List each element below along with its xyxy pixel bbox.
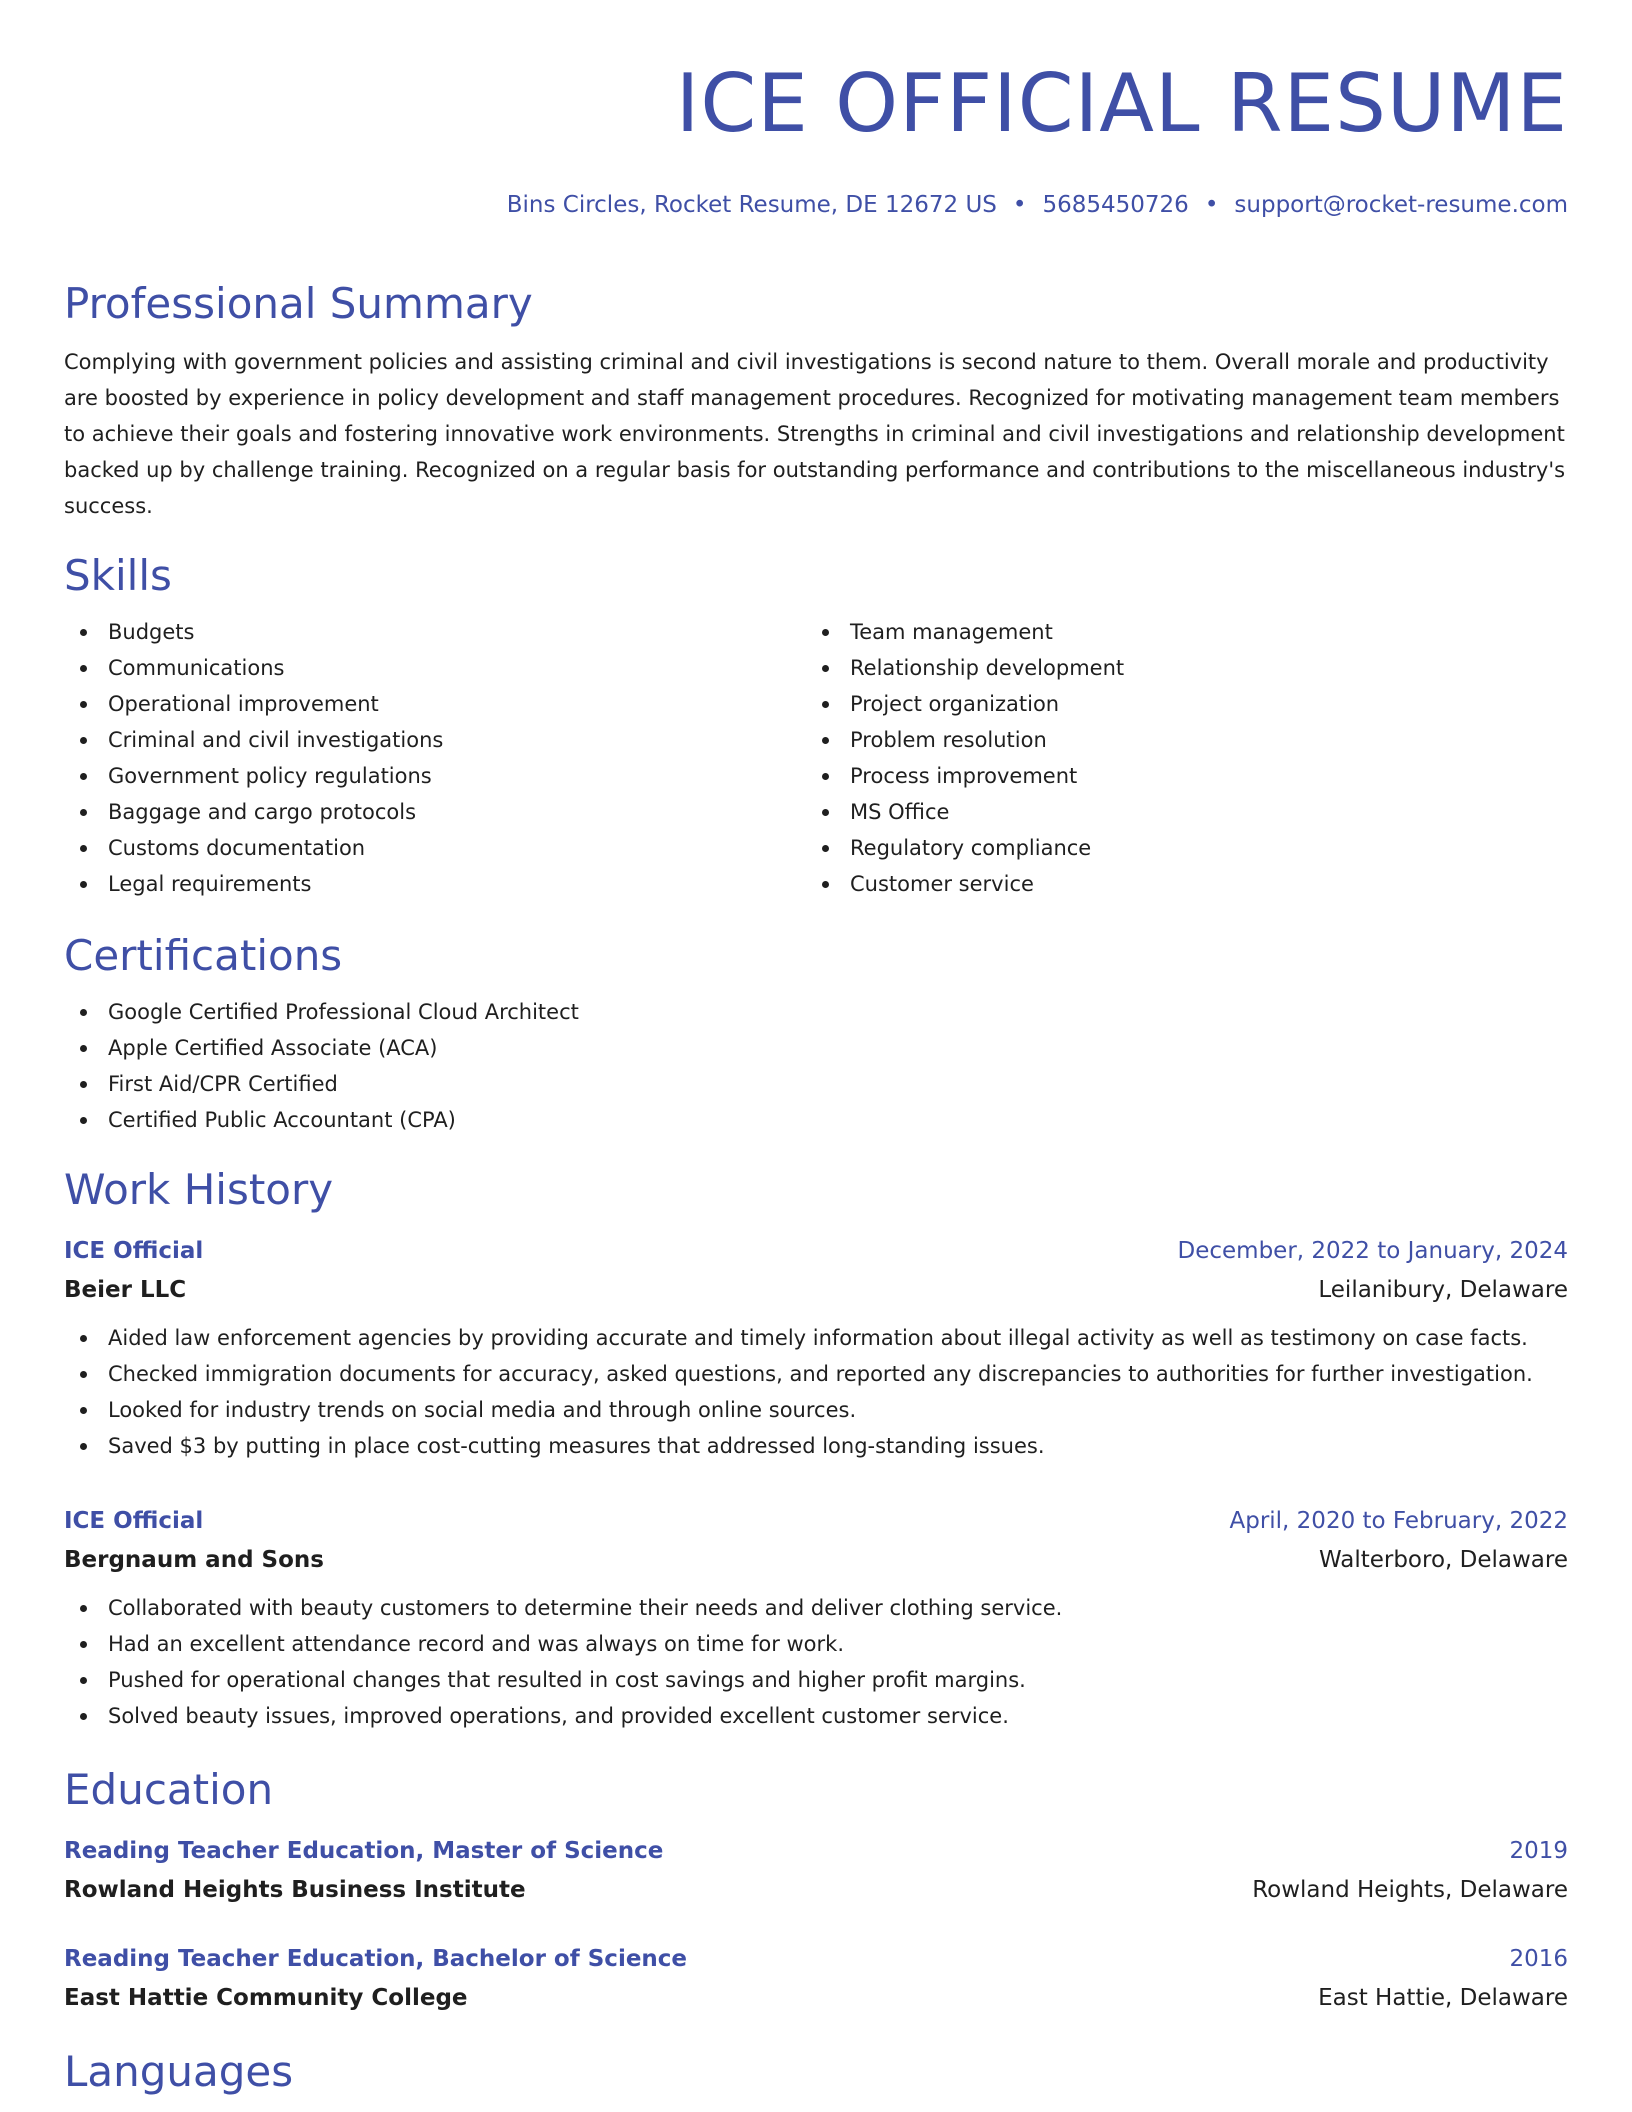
skill-item: Baggage and cargo protocols (64, 794, 806, 830)
job-header-row (64, 1232, 1568, 1270)
contact-email: support@rocket-resume.com (1234, 192, 1568, 218)
skill-item: Government policy regulations (64, 758, 806, 794)
summary-section (64, 278, 1568, 524)
job-bullet: Had an excellent attendance record and was always on time for work. (64, 1626, 1568, 1662)
skills-list-right (806, 614, 1568, 902)
education-location: Rowland Heights, Delaware (1252, 1877, 1568, 1903)
section-title-skills: Skills (64, 551, 172, 600)
job-bullets (64, 1590, 1568, 1734)
job-header-row (64, 1502, 1568, 1540)
job-dates: April, 2020 to February, 2022 (1229, 1508, 1568, 1534)
job-title: ICE Official (64, 1508, 204, 1534)
languages-section (64, 2046, 1568, 2098)
skill-item: Customs documentation (64, 830, 806, 866)
certification-item: First Aid/CPR Certified (64, 1066, 1568, 1102)
skill-item: Legal requirements (64, 866, 806, 902)
job-location: Leilanibury, Delaware (1318, 1277, 1568, 1303)
skills-list-left (64, 614, 806, 902)
job-bullets (64, 1320, 1568, 1464)
summary-text: Complying with government policies and assisting criminal and civil investigations is second nature to them. Overall morale and productivity are boosted by experience in policy development and staff management procedures. Recognized for motivating management team members to achieve their goals and fostering innovative work environments. Strengths in criminal and civil investigations and relationship development backed up by challenge training. Recognized on a regular basis for outstanding performance and contributions to the miscellaneous industry's success. (64, 350, 1566, 518)
job-bullet: Collaborated with beauty customers to determine their needs and deliver clothing service. (64, 1590, 1568, 1626)
education-location: East Hattie, Delaware (1318, 1985, 1568, 2011)
contact-phone: 5685450726 (1042, 192, 1189, 218)
education-year: 2016 (1509, 1946, 1568, 1972)
section-title-work-history: Work History (64, 1165, 334, 1214)
skill-item: Relationship development (806, 650, 1568, 686)
education-degree: Reading Teacher Education, Bachelor of Science (64, 1946, 688, 1972)
job-location: Walterboro, Delaware (1318, 1547, 1568, 1573)
certification-item: Apple Certified Associate (ACA) (64, 1030, 1568, 1066)
education-section (64, 1764, 1568, 2018)
skill-item: Process improvement (806, 758, 1568, 794)
skill-item: Customer service (806, 866, 1568, 902)
contact-separator: • (1012, 192, 1027, 218)
job-company: Beier LLC (64, 1277, 187, 1303)
skill-item: Operational improvement (64, 686, 806, 722)
job-company-row (64, 1270, 1568, 1310)
skill-item: Problem resolution (806, 722, 1568, 758)
section-title-certifications: Certifications (64, 931, 343, 980)
section-title-summary: Professional Summary (64, 279, 533, 328)
certification-item: Certified Public Accountant (CPA) (64, 1102, 1568, 1138)
skill-item: Budgets (64, 614, 806, 650)
education-year: 2019 (1509, 1838, 1568, 1864)
job-bullet: Looked for industry trends on social media and through online sources. (64, 1392, 1568, 1428)
education-header-row (64, 1832, 1568, 1870)
skill-item: MS Office (806, 794, 1568, 830)
work-history-section (64, 1164, 1568, 1734)
job-company: Bergnaum and Sons (64, 1547, 324, 1573)
education-entry (64, 1940, 1568, 2018)
education-degree: Reading Teacher Education, Master of Science (64, 1838, 664, 1864)
job-entry (64, 1502, 1568, 1734)
job-bullet: Solved beauty issues, improved operations, and provided excellent customer service. (64, 1698, 1568, 1734)
skill-item: Regulatory compliance (806, 830, 1568, 866)
skills-section (64, 550, 1568, 902)
resume-name: ICE OFFICIAL RESUME (675, 57, 1568, 150)
job-entry (64, 1232, 1568, 1464)
education-header-row (64, 1940, 1568, 1978)
education-school: East Hattie Community College (64, 1985, 468, 2011)
section-title-education: Education (64, 1765, 274, 1814)
skill-item: Criminal and civil investigations (64, 722, 806, 758)
job-company-row (64, 1540, 1568, 1580)
job-dates: December, 2022 to January, 2024 (1177, 1238, 1568, 1264)
section-title-languages: Languages (64, 2047, 294, 2096)
education-school-row (64, 1870, 1568, 1910)
education-school: Rowland Heights Business Institute (64, 1877, 526, 1903)
skill-item: Team management (806, 614, 1568, 650)
skills-grid (64, 614, 1568, 902)
skill-item: Project organization (806, 686, 1568, 722)
job-bullet: Checked immigration documents for accuracy, asked questions, and reported any discrepancies to authorities for further investigation. (64, 1356, 1568, 1392)
job-bullet: Pushed for operational changes that resulted in cost savings and higher profit margins. (64, 1662, 1568, 1698)
contact-separator: • (1204, 192, 1219, 218)
job-bullet: Saved $3 by putting in place cost-cutting measures that addressed long-standing issues. (64, 1428, 1568, 1464)
contact-line (64, 190, 1568, 220)
education-entry (64, 1832, 1568, 1910)
skill-item: Communications (64, 650, 806, 686)
certifications-list (64, 994, 1568, 1138)
certification-item: Google Certified Professional Cloud Architect (64, 994, 1568, 1030)
certifications-section (64, 930, 1568, 1138)
contact-address: Bins Circles, Rocket Resume, DE 12672 US (506, 192, 997, 218)
education-school-row (64, 1978, 1568, 2018)
job-bullet: Aided law enforcement agencies by providing accurate and timely information about illegal activity as well as testimony on case facts. (64, 1320, 1568, 1356)
job-title: ICE Official (64, 1238, 204, 1264)
